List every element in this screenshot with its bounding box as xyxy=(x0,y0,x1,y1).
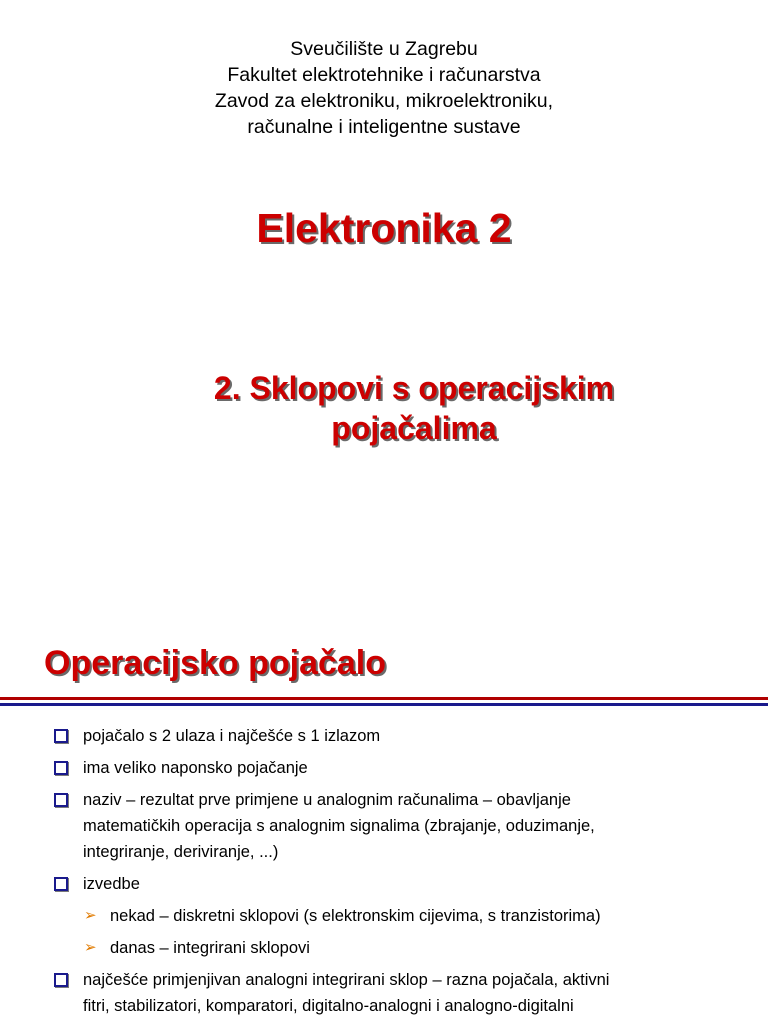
lecture-title-line: pojačalima xyxy=(331,410,497,446)
list-item xyxy=(52,871,752,897)
lecture-title-line: 2. Sklopovi s operacijskim xyxy=(213,370,615,406)
bullet-text: fitri, stabilizatori, komparatori, digitalno-analogni i analogno-digitalni xyxy=(83,997,574,1015)
institution-block xyxy=(0,36,768,140)
arrow-bullet-icon: ➢ xyxy=(84,907,97,924)
bullet-text: pojačalo s 2 ulaza i najčešće s 1 izlazom xyxy=(83,727,381,745)
bullet-text: integriranje, deriviranje, ...) xyxy=(83,843,279,861)
list-item xyxy=(52,787,752,865)
course-title: Elektronika 2 xyxy=(256,205,512,251)
list-item xyxy=(52,755,752,781)
bullet-text: izvedbe xyxy=(83,875,140,893)
slide-title: Operacijsko pojačalo xyxy=(44,644,387,682)
sub-bullet-text: nekad – diskretni sklopovi (s elektronskim cijevima, s tranzistorima) xyxy=(110,907,601,925)
sub-list-item xyxy=(52,935,752,961)
institution-line: Sveučilište u Zagrebu xyxy=(290,38,478,60)
checkbox-bullet-icon xyxy=(54,729,68,743)
checkbox-bullet-icon xyxy=(54,793,68,807)
content-slide xyxy=(0,620,768,1024)
bullet-text: najčešće primjenjivan analogni integrirani sklop – razna pojačala, aktivni xyxy=(83,971,610,989)
sub-list-item xyxy=(52,903,752,929)
institution-line: Zavod za elektroniku, mikroelektroniku, xyxy=(214,90,554,112)
bullet-text: ima veliko naponsko pojačanje xyxy=(83,759,308,777)
checkbox-bullet-icon xyxy=(54,761,68,775)
title-divider-red xyxy=(0,697,768,700)
title-divider-blue xyxy=(0,703,768,706)
arrow-bullet-icon: ➢ xyxy=(84,939,97,956)
bullet-list xyxy=(52,723,752,1025)
checkbox-bullet-icon xyxy=(54,973,68,987)
bullet-text: matematičkih operacija s analognim signalima (zbrajanje, oduzimanje, xyxy=(83,817,595,835)
institution-line: računalne i inteligentne sustave xyxy=(247,116,521,138)
list-item xyxy=(52,723,752,749)
institution-line: Fakultet elektrotehnike i računarstva xyxy=(227,64,541,86)
checkbox-bullet-icon xyxy=(54,877,68,891)
list-item xyxy=(52,967,752,1019)
sub-bullet-text: danas – integrirani sklopovi xyxy=(110,939,310,957)
bullet-text: naziv – rezultat prve primjene u analognim računalima – obavljanje xyxy=(83,791,571,809)
lecture-title xyxy=(0,368,768,448)
